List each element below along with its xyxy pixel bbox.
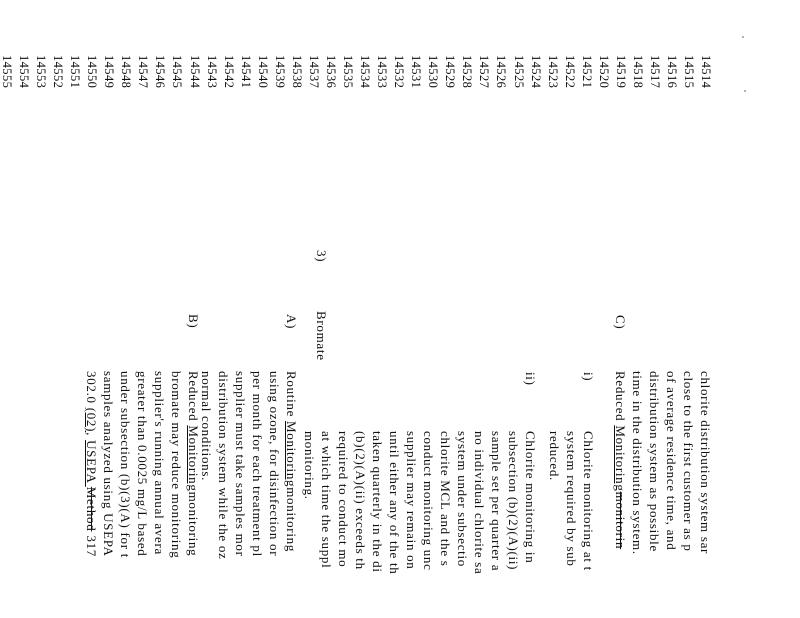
line-number: 14514 xyxy=(699,55,713,89)
label-A: A) xyxy=(284,314,299,330)
text-line: chlorite MCL and the s xyxy=(438,431,453,567)
text-line: monitoring. xyxy=(302,431,317,500)
line-number: 14522 xyxy=(562,55,577,89)
line-number: 14521 xyxy=(579,55,594,89)
line-number: 14541 xyxy=(238,55,253,89)
text-line: 302.0 (02), USEPA Method 317 xyxy=(84,371,99,558)
text-line: system required by sub xyxy=(564,431,579,567)
label-B: B) xyxy=(186,314,201,329)
text-line: of average residence time, and xyxy=(664,371,679,551)
text-line: supplier must take samples mor xyxy=(233,371,248,557)
line-number: 14545 xyxy=(170,55,185,89)
line-number: 14518 xyxy=(630,55,645,89)
line-number: 14549 xyxy=(102,55,117,89)
text-line: no individual chlorite sa xyxy=(472,431,487,575)
scan-speck xyxy=(742,36,744,38)
line-number: 14553 xyxy=(34,55,48,89)
line-number: 14543 xyxy=(204,55,219,89)
text-line: subsection (b)(2)(A)(ii) xyxy=(506,431,521,571)
line-number: 14544 xyxy=(187,55,202,89)
text-line: conduct monitoring unc xyxy=(421,431,436,571)
line-number: 14550 xyxy=(85,55,100,89)
line-number: 14552 xyxy=(51,55,66,89)
line-number: 14515 xyxy=(682,55,696,89)
line-number: 14547 xyxy=(136,55,151,89)
text-line: using ozone, for disinfection or xyxy=(267,371,282,557)
text-line: until either any of the th xyxy=(387,431,402,575)
line-number: 14525 xyxy=(511,55,526,89)
text-line: time in the distribution system. xyxy=(630,371,645,555)
line-number: 14548 xyxy=(119,55,134,89)
line-number: 14542 xyxy=(221,55,236,89)
line-number: 14519 xyxy=(613,55,628,89)
line-number: 14538 xyxy=(289,55,304,89)
text-line: chlorite distribution system sar xyxy=(698,371,713,555)
text-line: supplier may remain on xyxy=(404,431,419,570)
line-number: 14530 xyxy=(426,55,441,89)
text-line: at which time the suppl xyxy=(319,431,334,569)
text-line: Routine Monitoringmonitoring xyxy=(284,371,299,553)
line-number: 14523 xyxy=(545,55,560,89)
line-number: 14524 xyxy=(528,55,543,89)
label-3: 3) xyxy=(314,250,329,263)
line-number: 14520 xyxy=(596,55,611,89)
line-number: 14526 xyxy=(494,55,509,89)
text-line: bromate may reduce monitoring xyxy=(169,371,184,559)
text-line: required to conduct mo xyxy=(336,431,351,568)
text-line: samples analyzed using USEPA xyxy=(101,371,116,557)
text-line: distribution system while the oz xyxy=(216,371,231,560)
line-number: 14546 xyxy=(153,55,168,89)
text-line: sample set per quarter a xyxy=(489,431,504,572)
line-number: 14516 xyxy=(664,55,679,89)
line-number: 14529 xyxy=(443,55,458,89)
label-i: i) xyxy=(581,372,596,382)
line-number: 14531 xyxy=(409,55,424,89)
section-heading-bromate: Bromate xyxy=(314,311,329,361)
text-line: under subsection (b)(3)(A) for t xyxy=(118,371,133,559)
text-line: Chlorite monitoring in xyxy=(523,431,538,564)
scan-speck xyxy=(744,90,746,92)
line-number: 14554 xyxy=(17,55,31,89)
text-line: greater than 0.0025 mg/L based xyxy=(135,371,150,557)
text-line: taken quarterly in the di xyxy=(370,431,385,573)
line-number: 14537 xyxy=(306,55,321,89)
text-line: Reduced Monitoringmonitoring xyxy=(186,371,201,557)
subsection-heading-reduced-monitoring: Reduced Monitoringmonitorin xyxy=(613,371,628,550)
text-line: close to the first customer as p xyxy=(681,371,696,552)
text-line: supplier's running annual avera xyxy=(152,371,167,555)
line-number: 14540 xyxy=(255,55,270,89)
text-line: (b)(2)(A)(ii) exceeds th xyxy=(353,431,368,570)
line-number: 14527 xyxy=(477,55,492,89)
line-number: 14555 xyxy=(0,55,14,89)
text-line: system under subsectio xyxy=(455,431,470,567)
text-line: per month for each treatment pl xyxy=(250,371,265,557)
text-line: reduced. xyxy=(547,431,562,481)
line-number: 14536 xyxy=(323,55,338,89)
line-number: 14533 xyxy=(375,55,390,89)
text-line: normal conditions. xyxy=(199,371,214,482)
line-number: 14535 xyxy=(340,55,355,89)
line-number: 14532 xyxy=(392,55,407,89)
text-line: Chlorite monitoring at t xyxy=(581,431,596,571)
line-number: 14551 xyxy=(68,55,83,89)
line-number: 14528 xyxy=(460,55,475,89)
line-number: 14539 xyxy=(272,55,287,89)
line-number: 14534 xyxy=(358,55,372,89)
line-number: 14517 xyxy=(647,55,662,89)
text-line: distribution system as possible xyxy=(647,371,662,552)
label-C: C) xyxy=(613,315,628,330)
label-ii: ii) xyxy=(523,372,538,386)
